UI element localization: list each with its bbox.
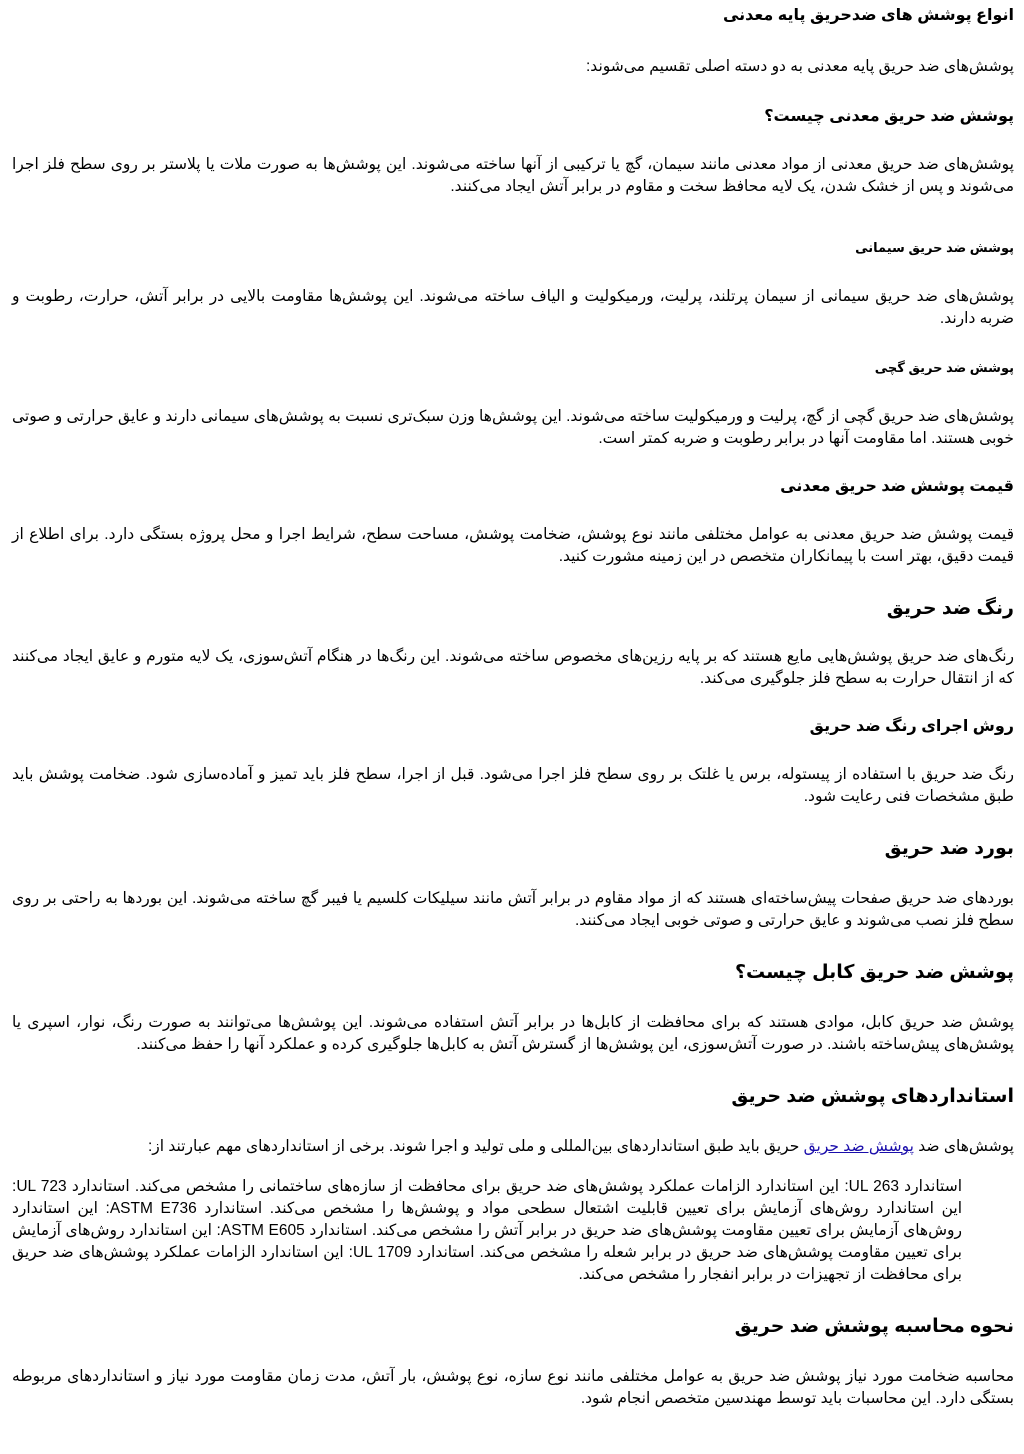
paragraph-cable-coating: پوشش ضد حریق کابل، موادی هستند که برای محافظت از کابل‌ها در برابر آتش استفاده می‌شوند. این پوشش‌ها می‌توانند به صورت رنگ، نوار، اسپری یا پوشش‌های پیش‌ساخته باشند. در صورت آتش‌سوزی، این پوشش‌ها از گسترش آتش به کابل‌ها جلوگیری کرده و عملکرد آنها را حفظ می‌کنند. <box>12 1014 1014 1053</box>
standards-text-after: حریق باید طبق استانداردهای بین‌المللی و ملی تولید و اجرا شوند. برخی از استانداردهای مهم عبارتند از: <box>147 1138 800 1155</box>
standards-text-before: پوشش‌های ضد <box>918 1138 1014 1155</box>
paragraph-fire-board: بوردهای ضد حریق صفحات پیش‌ساخته‌ای هستند که از مواد مقاوم در برابر آتش مانند سیلیکات کلسیم یا فیبر گچ ساخته می‌شوند. این بوردها به راحتی بر روی سطح فلز نصب می‌شوند و عایق حرارتی و صوتی خوبی ایجاد می‌کنند. <box>12 890 1014 929</box>
heading-fire-paint: رنگ ضد حریق <box>886 598 1014 619</box>
heading-mineral-price: قیمت پوشش ضد حریق معدنی <box>780 478 1014 495</box>
heading-cable-coating: پوشش ضد حریق کابل چیست؟ <box>734 962 1014 983</box>
paragraph-fire-paint: رنگ‌های ضد حریق پوشش‌هایی مایع هستند که بر پایه رزین‌های مخصوص ساخته می‌شوند. این رنگ‌ها در هنگام آتش‌سوزی، یک لایه متورم و عایق ایجاد می‌کنند که از انتقال حرارت به سطح فلز جلوگیری می‌کند. <box>12 648 1014 687</box>
heading-paint-method: روش اجرای رنگ ضد حریق <box>809 718 1014 735</box>
heading-cement-coating: پوشش ضد حریق سیمانی <box>855 240 1014 255</box>
paragraph-cement-coating: پوشش‌های ضد حریق سیمانی از سیمان پرتلند، پرلیت، ورمیکولیت و الیاف ساخته می‌شوند. این پوشش‌ها مقاومت بالایی در برابر آتش، حرارت، رطوبت و ضربه دارند. <box>12 288 1014 327</box>
document-page <box>0 6 1024 1410</box>
heading-fire-board: بورد ضد حریق <box>884 838 1014 859</box>
fire-coating-link[interactable]: پوشش ضد حریق <box>803 1138 914 1155</box>
paragraph-mineral-coating: پوشش‌های ضد حریق معدنی از مواد معدنی مانند سیمان، گچ یا ترکیبی از آنها ساخته می‌شوند. این پوشش‌ها به صورت ملات یا پلاستر بر روی سطح فلز اجرا می‌شوند و پس از خشک شدن، یک لایه محافظ سخت و مقاوم در برابر آتش ایجاد می‌کنند. <box>12 156 1014 195</box>
heading-standards: استانداردهای پوشش ضد حریق <box>731 1086 1014 1107</box>
standards-quote: استاندارد UL 263: این استاندارد الزامات عملکرد پوشش‌های ضد حریق برای محافظت از سازه‌های ساختمانی را مشخص می‌کند. استاندارد UL 723: این استاندارد روش‌های آزمایش برای تعیین قابلیت اشتعال سطحی مواد و پوشش‌ها را مشخص می‌کند. استاندارد ASTM E736: این استاندارد روش‌های آزمایش برای تعیین مقاومت پوشش‌های ضد حریق در برابر آتش را مشخص می‌کند. استاندارد ASTM E605: این استاندارد روش‌های آزمایش برای تعیین مقاومت پوشش‌های ضد حریق در برابر شعله را مشخص می‌کند. استاندارد UL 1709: این استاندارد الزامات عملکرد پوشش‌های ضد حریق برای محافظت از تجهیزات در برابر انفجار را مشخص می‌کند. <box>12 1178 963 1283</box>
page-title: انواع پوشش های ضدحریق پایه معدنی <box>722 7 1014 24</box>
paragraph-gypsum-coating: پوشش‌های ضد حریق گچی از گچ، پرلیت و ورمیکولیت ساخته می‌شوند. این پوشش‌ها وزن سبک‌تری نسبت به پوشش‌های سیمانی دارند و عایق حرارتی و صوتی خوبی هستند. اما مقاومت آنها در برابر رطوبت و ضربه کمتر است. <box>12 408 1014 447</box>
paragraph-mineral-price: قیمت پوشش ضد حریق معدنی به عوامل مختلفی مانند نوع پوشش، ضخامت پوشش، مساحت سطح، شرایط اجرا و محل پروژه بستگی دارد. برای اطلاع از قیمت دقیق، بهتر است با پیمانکاران متخصص در این زمینه مشورت کنید. <box>12 526 1014 565</box>
heading-mineral-coating: پوشش ضد حریق معدنی چیست؟ <box>764 108 1014 125</box>
intro-paragraph: پوشش‌های ضد حریق پایه معدنی به دو دسته اصلی تقسیم می‌شوند: <box>586 58 1014 75</box>
heading-gypsum-coating: پوشش ضد حریق گچی <box>874 360 1014 375</box>
paragraph-paint-method: رنگ ضد حریق با استفاده از پیستوله، برس یا غلتک بر روی سطح فلز اجرا می‌شود. قبل از اجرا، سطح فلز باید تمیز و آماده‌سازی شود. ضخامت پوشش باید طبق مشخصات فنی رعایت شود. <box>12 766 1014 805</box>
heading-calculation: نحوه محاسبه پوشش ضد حریق <box>734 1316 1014 1337</box>
paragraph-standards <box>12 1136 1014 1158</box>
paragraph-calculation: محاسبه ضخامت مورد نیاز پوشش ضد حریق به عوامل مختلفی مانند نوع سازه، نوع پوشش، بار آتش، مدت زمان مقاومت مورد نیاز و استانداردهای مربوطه بستگی دارد. این محاسبات باید توسط مهندسین متخصص انجام شود. <box>12 1368 1014 1407</box>
